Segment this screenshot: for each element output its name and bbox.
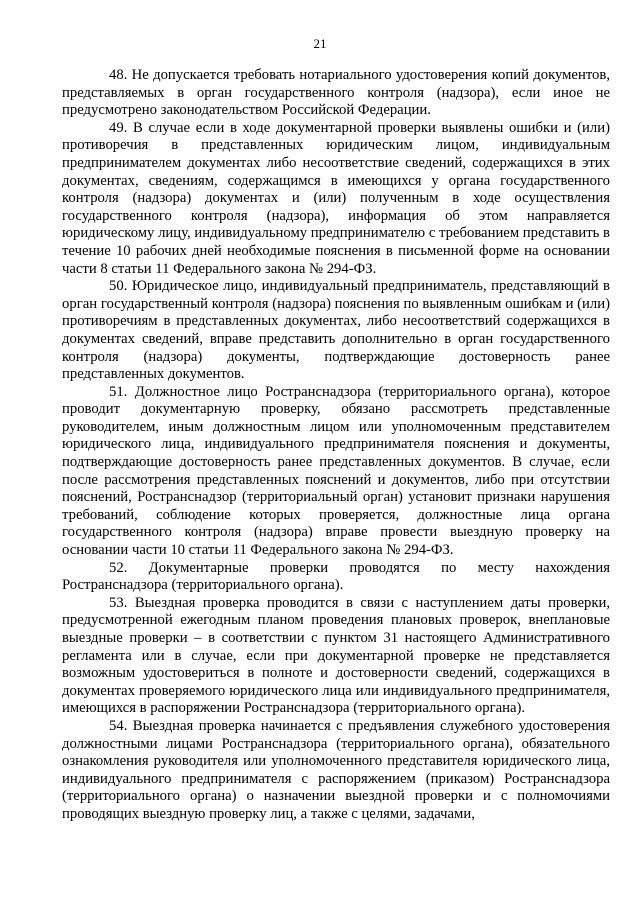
paragraph-54: 54. Выездная проверка начинается с предъявления служебного удостоверения должностными лицами Ространснадзора (территориального органа), обязательного ознакомления руководителя или уполномоченного представителя юридического лица, индивидуального предпринимателя с распоряжением (приказом) Ространснадзора (территориального органа) о назначении выездной проверки и с полномочиями проводящих выездную проверку лиц, а также с целями, задачами,: [62, 717, 610, 822]
paragraph-51: 51. Должностное лицо Ространснадзора (территориального органа), которое проводит документарную проверку, обязано рассмотреть представленные руководителем, иным должностным лицом или уполномоченным представителем юридического лица, индивидуального предпринимателя пояснения и документы, подтверждающие достоверность ранее представленных документов. В случае, если после рассмотрения представленных пояснений и документов, либо при отсутствии пояснений, Ространснадзор (территориальный орган) установит признаки нарушения требований, соблюдение которых проверяется, должностные лица органа государственного контроля (надзора) вправе провести выездную проверку на основании части 10 статьи 11 Федерального закона № 294-ФЗ.: [62, 383, 610, 559]
paragraph-50: 50. Юридическое лицо, индивидуальный предприниматель, представляющий в орган государственный контроля (надзора) пояснения по выявленным ошибкам и (или) противоречиям в представленных документах, либо несоответствий содержащихся в документах сведений, вправе представить дополнительно в орган государственного контроля (надзора) документы, подтверждающие достоверность ранее представленных документов.: [62, 278, 610, 383]
paragraph-48: 48. Не допускается требовать нотариального удостоверения копий документов, представляемых в орган государственного контроля (надзора), если иное не предусмотрено законодательством Российской Федерации.: [62, 67, 610, 119]
document-body: [62, 67, 610, 824]
paragraph-49: 49. В случае если в ходе документарной проверки выявлены ошибки и (или) противоречия в представленных юридическим лицом, индивидуальным предпринимателем документах либо несоответствие сведений, содержащихся в этих документах, сведениям, содержащимся в имеющихся у органа государственного контроля (надзора) документах и (или) полученным в ходе осуществления государственного контроля (надзора), информация об этом направляется юридическому лицу, индивидуальному предпринимателю с требованием представить в течение 10 рабочих дней необходимые пояснения в письменной форме на основании части 8 статьи 11 Федерального закона № 294-ФЗ.: [62, 119, 610, 277]
paragraph-53: 53. Выездная проверка проводится в связи с наступлением даты проверки, предусмотренной ежегодным планом проведения плановых проверок, внеплановые выездные проверки – в соответствии с пунктом 31 настоящего Административного регламента или в случае, если при документарной проверке не представляется возможным удостовериться в полноте и достоверности сведений, содержащихся в документах проверяемого юридического лица или индивидуального предпринимателя, имеющихся в распоряжении Ространснадзора (территориального органа).: [62, 594, 610, 717]
paragraph-52: 52. Документарные проверки проводятся по месту нахождения Ространснадзора (территориального органа).: [62, 559, 610, 594]
page-number: 21: [313, 36, 327, 51]
